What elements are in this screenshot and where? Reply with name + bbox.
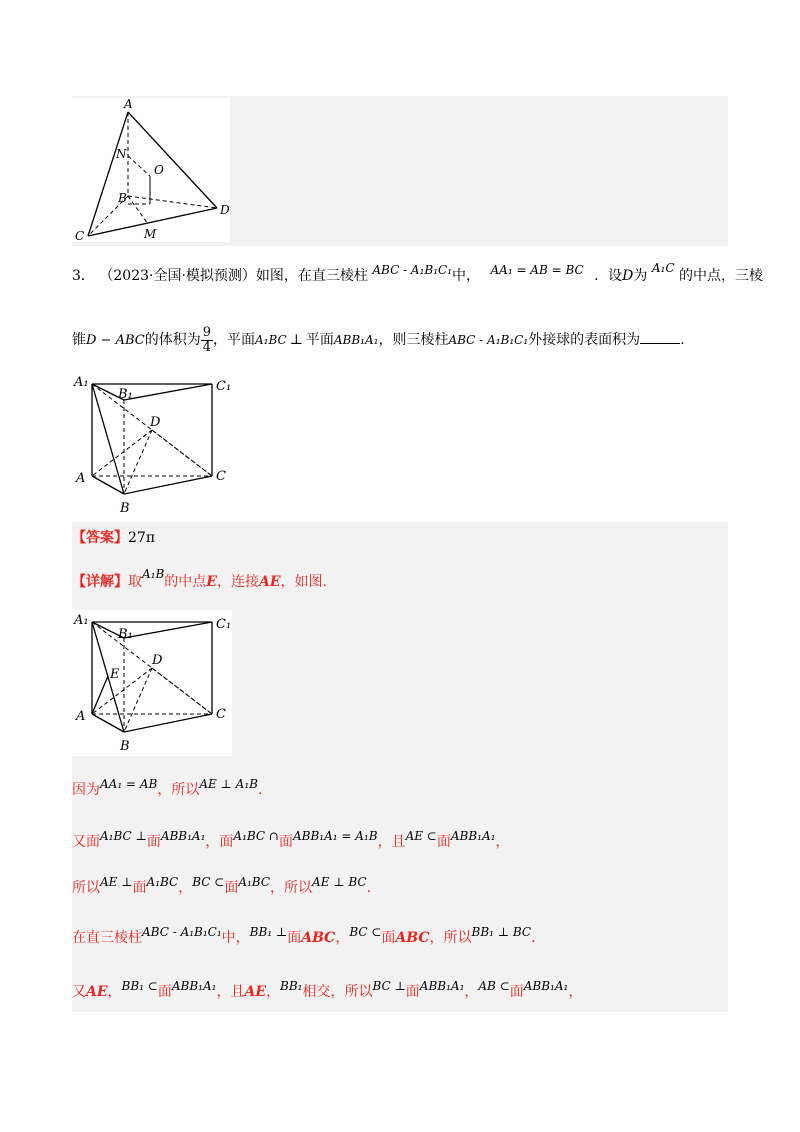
- math-a1b: A₁B: [142, 567, 165, 581]
- math-expr: A₁BC: [146, 875, 179, 889]
- proof-text: ，: [495, 834, 510, 850]
- question-text: 的中点，三棱: [678, 268, 763, 284]
- fig1-label-m: M: [144, 227, 157, 241]
- question-text: ，平面: [213, 332, 255, 348]
- proof-text: 面: [132, 880, 147, 896]
- proof-text: 面: [278, 834, 293, 850]
- math-e: E: [206, 574, 217, 590]
- proof-text: 面: [509, 984, 524, 1000]
- proof-text: 面: [224, 880, 239, 896]
- math-expr: ABB₁A₁ = A₁B: [292, 829, 378, 843]
- question-text: 如图，在直三棱柱: [255, 268, 368, 284]
- detail-tag: 【详解】: [72, 574, 128, 590]
- fig2-label-c: C: [216, 469, 226, 484]
- math-a1c: A₁C: [651, 261, 675, 275]
- fig2-label-d: D: [150, 415, 161, 430]
- math-perp: ⊥: [289, 332, 303, 348]
- fig3-label-a1: A₁: [74, 613, 89, 628]
- question-text: 的体积为: [144, 332, 201, 348]
- math-expr: AE: [86, 984, 108, 1000]
- fraction-numerator: 9: [202, 324, 211, 340]
- figure-prism-2: [72, 610, 232, 756]
- math-expr: ABC: [395, 930, 430, 946]
- question-text: 平面: [305, 332, 334, 348]
- proof-text: .: [366, 880, 372, 896]
- math-expr: BC ⊥: [372, 979, 406, 993]
- answer-line: [72, 528, 155, 548]
- proof-text: 又面: [72, 834, 100, 850]
- math-expr: AE ⊥ BC: [312, 875, 367, 889]
- fig1-label-b: B: [118, 191, 127, 205]
- proof-line-2: [72, 829, 510, 852]
- math-expr: ABB₁A₁: [160, 829, 206, 843]
- proof-line-3: [72, 875, 372, 898]
- math-expr: BB₁: [280, 979, 303, 993]
- detail-line: [72, 567, 327, 592]
- math-expr: AA₁ = AB: [100, 777, 158, 791]
- fig3-label-b: B: [120, 739, 130, 754]
- proof-text: ，面: [205, 834, 234, 850]
- answer-value: 27π: [128, 530, 156, 546]
- proof-text: 中，: [221, 930, 250, 946]
- proof-text: ，所以: [157, 782, 200, 798]
- math-expr: A₁BC ∩: [233, 829, 279, 843]
- prism-svg-1: [72, 372, 232, 518]
- proof-text: ，: [107, 984, 122, 1000]
- fraction-denominator: 4: [202, 339, 211, 355]
- detail-text: ，如图.: [280, 574, 327, 590]
- fig2-label-b: B: [120, 501, 130, 516]
- math-expr: ABB₁A₁: [171, 979, 217, 993]
- proof-text: ，: [568, 984, 583, 1000]
- math-plane-abb1a1: ABB₁A₁: [333, 333, 379, 347]
- question-text: 中，: [452, 268, 481, 284]
- question-text: ．设: [594, 268, 623, 284]
- fraction-9-4: [201, 326, 213, 355]
- proof-text: 面: [146, 834, 161, 850]
- math-expr: AE ⊥ A₁B: [199, 777, 258, 791]
- proof-text: 又: [72, 984, 86, 1000]
- question-text: .: [680, 332, 685, 348]
- question-text: 锥: [72, 332, 86, 348]
- proof-text: 相交，所以: [302, 984, 373, 1000]
- fig2-label-b1: B₁: [118, 387, 133, 402]
- proof-line-5: [72, 979, 583, 1002]
- fig3-label-c1: C₁: [216, 617, 232, 632]
- fig1-label-n: N: [116, 147, 127, 161]
- math-expr: BB₁ ⊥ BC: [471, 925, 532, 939]
- detail-text: ，连接: [216, 574, 259, 590]
- proof-text: ，: [335, 930, 350, 946]
- fig1-label-a: A: [124, 98, 133, 111]
- proof-text: ，所以: [270, 880, 313, 896]
- math-expr: A₁BC ⊥: [100, 829, 147, 843]
- question-3-line-2: [72, 320, 685, 360]
- math-expr: AE ⊂: [405, 829, 437, 843]
- math-expr: BC ⊂: [349, 925, 382, 939]
- fig3-label-c: C: [216, 707, 226, 722]
- fig2-label-c1: C₁: [216, 379, 232, 394]
- proof-text: 面: [436, 834, 451, 850]
- question-text: 外接球的表面积为: [528, 332, 641, 348]
- proof-text: 所以: [72, 880, 100, 896]
- proof-text: ，且: [216, 984, 245, 1000]
- fig1-label-o: O: [154, 163, 164, 177]
- math-expr: ABC: [301, 930, 336, 946]
- math-expr: ABB₁A₁: [523, 979, 569, 993]
- proof-text: 在直三棱柱: [72, 930, 142, 946]
- question-text: ，则三棱柱: [378, 332, 449, 348]
- figure-prism-1: [72, 372, 232, 518]
- fig2-label-a: A: [76, 471, 86, 486]
- math-expr: AB ⊂: [478, 979, 510, 993]
- math-condition: AA₁ = AB = BC: [490, 263, 584, 277]
- fig1-label-d: D: [220, 203, 230, 217]
- question-text: 为: [633, 268, 648, 284]
- math-expr: BB₁ ⊥: [249, 925, 288, 939]
- math-ae: AE: [258, 574, 281, 590]
- fig3-label-d: D: [152, 653, 163, 668]
- fig3-label-a: A: [76, 709, 86, 724]
- figure-tetrahedron: [72, 98, 230, 242]
- detail-text: 取: [128, 574, 142, 590]
- fig3-label-e: E: [110, 667, 120, 682]
- math-prism-2: ABC - A₁B₁C₁: [448, 333, 529, 347]
- math-expr: BB₁ ⊂: [121, 979, 158, 993]
- math-d: D: [622, 268, 634, 284]
- proof-text: 面: [405, 984, 420, 1000]
- proof-text: 面: [287, 930, 302, 946]
- fig3-label-b1: B₁: [118, 627, 133, 642]
- math-expr: A₁BC: [238, 875, 271, 889]
- proof-text: ，所以: [429, 930, 472, 946]
- math-expr: AE: [244, 984, 267, 1000]
- proof-text: .: [531, 930, 536, 946]
- tetrahedron-svg: [72, 98, 230, 242]
- math-expr: ABC - A₁B₁C₁: [142, 925, 222, 939]
- proof-text: ，: [178, 880, 193, 896]
- proof-text: 面: [157, 984, 172, 1000]
- fig1-label-c: C: [75, 229, 85, 242]
- answer-tag: 【答案】: [72, 530, 128, 546]
- proof-text: 面: [381, 930, 396, 946]
- fig2-label-a1: A₁: [74, 375, 89, 390]
- proof-text: ，且: [377, 834, 406, 850]
- answer-blank: [640, 329, 680, 344]
- math-plane-a1bc: A₁BC: [255, 333, 287, 347]
- proof-text: 因为: [72, 782, 100, 798]
- math-expr: BC ⊂: [192, 875, 225, 889]
- detail-text: 的中点: [164, 574, 207, 590]
- math-pyramid: D − ABC: [86, 333, 145, 348]
- question-number: 3．: [72, 268, 95, 284]
- proof-line-4: [72, 925, 536, 948]
- math-expr: ABB₁A₁: [419, 979, 465, 993]
- proof-text: ，: [464, 984, 479, 1000]
- proof-text: .: [257, 782, 263, 798]
- proof-line-1: [72, 777, 263, 800]
- proof-text: ，: [266, 984, 281, 1000]
- math-prism: ABC - A₁B₁C₁: [372, 263, 453, 277]
- prism-svg-2: [72, 610, 232, 756]
- question-3-line-1: [72, 261, 763, 286]
- math-expr: AE ⊥: [100, 875, 133, 889]
- math-expr: ABB₁A₁: [450, 829, 496, 843]
- question-source: （2023·全国·模拟预测）: [99, 268, 256, 284]
